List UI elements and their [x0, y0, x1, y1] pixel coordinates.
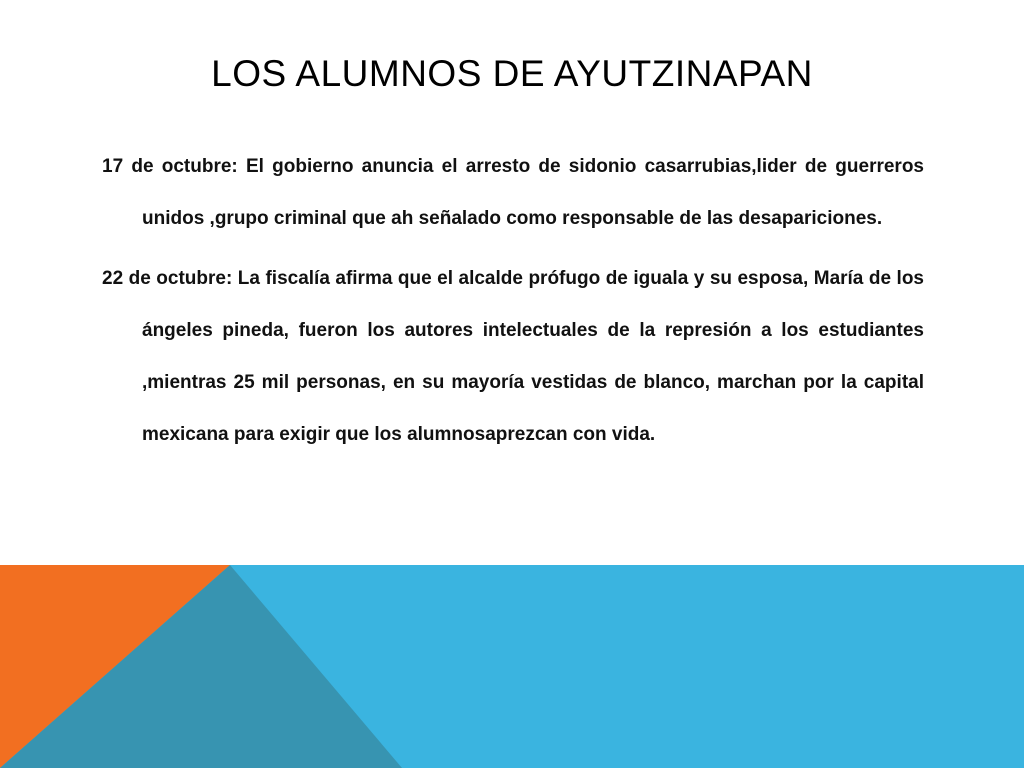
slide-title: LOS ALUMNOS DE AYUTZINAPAN [211, 53, 813, 94]
paragraph-oct-17: 17 de octubre: El gobierno anuncia el arresto de sidonio casarrubias,lider de guerreros unidos ,grupo criminal que ah señalado como responsable de las desapariciones. [102, 156, 924, 229]
slide-body [102, 141, 924, 469]
decorative-footer-band [0, 565, 1024, 768]
paragraph-oct-22: 22 de octubre: La fiscalía afirma que el alcalde prófugo de iguala y su esposa, María de los ángeles pineda, fueron los autores intelectuales de la represión a los estudiantes ,mientras 25 mil personas, en su mayoría vestidas de blanco, marchan por la capital mexicana para exigir que los alumnosaprezcan con vida. [102, 268, 924, 445]
footer-shapes [0, 565, 1024, 768]
